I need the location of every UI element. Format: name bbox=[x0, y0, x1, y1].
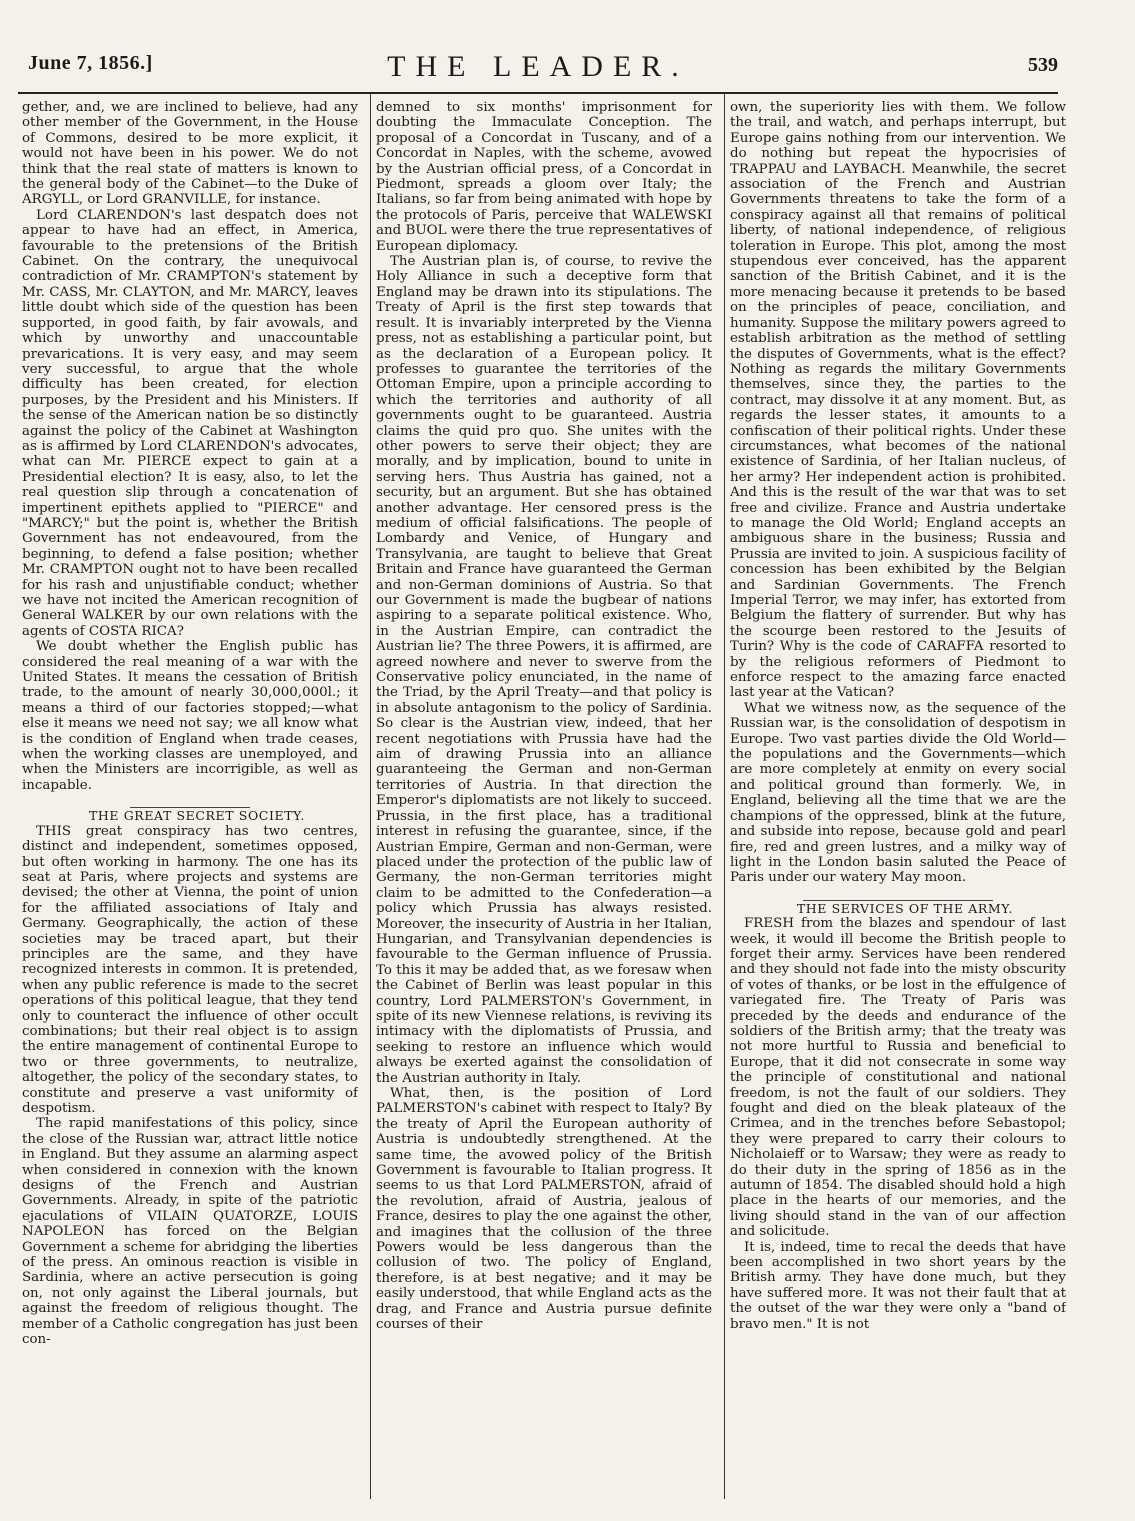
paragraph: We doubt whether the English public has considered the real meaning of a war with the United States. It means the cessation of British trade, to the amount of nearly 30,000,000l.; it means a third of our factories stopped;—what else it means we need not say; we all know what is the condition of England when trade ceases, when the working classes are unemployed, and when the Ministers are incorrigible, as well as incapable. bbox=[22, 639, 358, 793]
column-right bbox=[730, 100, 1066, 1500]
paragraph: What, then, is the position of Lord PALMERSTON's cabinet with respect to Italy? By the treaty of April the European authority of Austria is undoubtedly strengthened. At the same time, the avowed policy of the British Government is favourable to Italian progress. It seems to us that Lord PALMERSTON, afraid of the revolution, afraid of Austria, jealous of France, desires to play the one against the other, and imagines that the collusion of the three Powers would be less dangerous than the collusion of two. The policy of England, therefore, is at best negative; and it may be easily understood, that while England acts as the drag, and France and Austria pursue definite courses of their bbox=[376, 1086, 712, 1333]
issue-date: June 7, 1856.] bbox=[28, 52, 153, 74]
masthead-title: THE LEADER. bbox=[387, 50, 689, 83]
paragraph: What we witness now, as the sequence of the Russian war, is the consolidation of despotism in Europe. Two vast parties divide the Old World—the populations and the Governments—which are more completely at enmity on every social and political ground than formerly. We, in England, believing all the time that we are the champions of the oppressed, blink at the future, and subside into repose, because gold and pearl fire, red and green lustres, and a milky way of light in the London basin saluted the Peace of Paris under our watery May moon. bbox=[730, 700, 1066, 886]
paragraph: gether, and, we are inclined to believe, had any other member of the Government, in the House of Commons, desired to be more explicit, it would not have been in his power. We do not think that the real state of matters is known to the general body of the Cabinet—to the Duke of ARGYLL, or Lord GRANVILLE, for instance. bbox=[22, 100, 358, 208]
paragraph: THIS great conspiracy has two centres, distinct and independent, sometimes opposed, but often working in harmony. The one has its seat at Paris, where projects and systems are devised; the other at Vienna, the point of union for the affiliated associations of Italy and Germany. Geographically, the action of these societies may be traced apart, but their principles are the same, and they have recognized interests in common. It is pretended, when any public reference is made to the secret operations of this political league, that they tend only to counteract the influence of other occult combinations; but their real object is to assign the entire management of continental Europe to two or three governments, to neutralize, altogether, the policy of the secondary states, to constitute and preserve a vast uniformity of despotism. bbox=[22, 823, 358, 1116]
page-header bbox=[18, 52, 1058, 94]
section-heading: THE SERVICES OF THE ARMY. bbox=[796, 900, 1014, 916]
column-divider bbox=[370, 94, 371, 1499]
paragraph: The rapid manifestations of this policy, since the close of the Russian war, attract little notice in England. But they assume an alarming aspect when considered in connexion with the known designs of the French and Austrian Governments. Already, in spite of the patriotic ejaculations of VILAIN QUATORZE, LOUIS NAPOLEON has forced on the Belgian Government a scheme for abridging the liberties of the press. An ominous reaction is visible in Sardinia, where an active persecution is going on, not only against the Liberal journals, but against the freedom of religious thought. The member of a Catholic congregation has just been con- bbox=[22, 1116, 358, 1348]
column-left bbox=[22, 100, 358, 1500]
paragraph: The Austrian plan is, of course, to revive the Holy Alliance in such a deceptive form that England may be drawn into its stipulations. The Treaty of April is the first step towards that result. It is invariably interpreted by the Vienna press, not as establishing a particular point, but as the declaration of a European policy. It professes to guarantee the territories of the Ottoman Empire, upon a principle according to which the territories and authority of all governments ought to be guaranteed. Austria claims the quid pro quo. She unites with the other powers to serve their object; they are morally, and by implication, bound to unite in serving hers. Thus Austria has gained, not a security, but an argument. But she has obtained another advantage. Her censored press is the medium of official falsifications. The people of Lombardy and Venice, of Hungary and Transylvania, are taught to believe that Great Britain and France have guaranteed the German and non-German dominions of Austria. So that our Government is made the bugbear of nations aspiring to a separate political existence. Who, in the Austrian Empire, can contradict the Austrian lie? The three Powers, it is affirmed, are agreed nowhere and never to swerve from the Conservative policy enunciated, in the name of the Triad, by the April Treaty—and that policy is in absolute antagonism to the policy of Sardinia. So clear is the Austrian view, indeed, that her recent negotiations with Prussia have had the aim of drawing Prussia into an alliance guaranteeing the German and non-German territories of Austria. In that direction the Emperor's diplomatists are not likely to succeed. Prussia, in the first place, has a traditional interest in refusing the guarantee, since, if the Austrian Empire, German and non-German, were placed under the protection of the public law of Germany, the non-German territories might claim to be admitted to the Confederation—a policy which Prussia has always resisted. Moreover, the insecurity of Austria in her Italian, Hungarian, and Transylvanian dependencies is favourable to the German influence of Prussia. To this it may be added that, as we foresaw when the Cabinet of Berlin was least popular in this country, Lord PALMERSTON's Government, in spite of its new Viennese relations, is reviving its intimacy with the diplomatists of Prussia, and seeking to restore an influence which would always be exerted against the consolidation of the Austrian authority in Italy. bbox=[376, 254, 712, 1086]
column-divider bbox=[724, 94, 725, 1499]
paragraph: demned to six months' imprisonment for doubting the Immaculate Conception. The proposal of a Concordat in Tuscany, and of a Concordat in Naples, with the scheme, avowed by the Austrian official press, of a Concordat in Piedmont, spreads a gloom over Italy; the Italians, so far from being animated with hope by the protocols of Paris, perceive that WALEWSKI and BUOL were there the true representatives of European diplomacy. bbox=[376, 100, 712, 254]
page-number: 539 bbox=[1028, 54, 1058, 76]
column-middle bbox=[376, 100, 712, 1500]
paragraph: Lord CLARENDON's last despatch does not appear to have had an effect, in America, favourable to the pretensions of the British Cabinet. On the contrary, the unequivocal contradiction of Mr. CRAMPTON's statement by Mr. CASS, Mr. CLAYTON, and Mr. MARCY, leaves little doubt which side of the question has been supported, in good faith, by fair avowals, and which by unworthy and unaccountable prevarications. It is very easy, and may seem very successful, to argue that the whole difficulty has been created, for election purposes, by the President and his Ministers. If the sense of the American nation be so distinctly against the policy of the Cabinet at Washington as is affirmed by Lord CLARENDON's advocates, what can Mr. PIERCE expect to gain at a Presidential election? It is easy, also, to let the real question slip through a concatenation of impertinent epithets applied to "PIERCE" and "MARCY;" but the point is, whether the British Government has not endeavoured, from the beginning, to defend a false position; whether Mr. CRAMPTON ought not to have been recalled for his rash and unjustifiable conduct; whether we have not incited the American recognition of General WALKER by our own relations with the agents of COSTA RICA? bbox=[22, 207, 358, 639]
section-heading: THE GREAT SECRET SOCIETY. bbox=[88, 808, 305, 824]
paragraph: own, the superiority lies with them. We follow the trail, and watch, and perhaps interrupt, but Europe gains nothing from our intervention. We do nothing but repeat the hypocrisies of TRAPPAU and LAYBACH. Meanwhile, the secret association of the French and Austrian Governments threatens to take the form of a conspiracy against all that remains of political liberty, of national independence, of religious toleration in Europe. This plot, among the most stupendous ever conceived, has the apparent sanction of the British Cabinet, and it is the more menacing because it pretends to be based on the principles of peace, conciliation, and humanity. Suppose the military powers agreed to establish arbitration as the method of settling the disputes of Governments, what is the effect? Nothing as regards the military Governments themselves, since they, the parties to the contract, may dissolve it at any moment. But, as regards the lesser states, it amounts to a confiscation of their political rights. Under these circumstances, what becomes of the national existence of Sardinia, of her Italian nucleus, of her army? Her independent action is prohibited. And this is the result of the war that was to set free and civilize. France and Austria undertake to manage the Old World; England accepts an ambiguous share in the business; Russia and Prussia are invited to join. A suspicious facility of concession has been exhibited by the Belgian and Sardinian Governments. The French Imperial Terror, we may infer, has extorted from Belgium the flattery of surrender. But why has the scourge been restored to the Jesuits of Turin? Why is the code of CARAFFA resorted to by the religious reformers of Piedmont to enforce respect to the amazing farce enacted last year at the Vatican? bbox=[730, 100, 1066, 701]
paragraph: FRESH from the blazes and spendour of last week, it would ill become the British people to forget their army. Services have been rendered and they should not fade into the misty obscurity of votes of thanks, or be lost in the effulgence of variegated fire. The Treaty of Paris was preceded by the deeds and endurance of the soldiers of the British army; that the treaty was not more hurtful to Russia and beneficial to Europe, that it did not consecrate in some way the principle of constitutional and national freedom, is not the fault of our soldiers. They fought and died on the bleak plateaux of the Crimea, and in the trenches before Sebastopol; they were prepared to carry their colours to Nicholaieff or to Warsaw; they were as ready to do their duty in the spring of 1856 as in the autumn of 1854. The disabled should hold a high place in the hearts of our memories, and the living should stand in the van of our affection and solicitude. bbox=[730, 916, 1066, 1240]
paragraph: It is, indeed, time to recal the deeds that have been accomplished in two short years by the British army. They have done much, but they have suffered more. It was not their fault that at the outset of the war they were only a "band of bravo men." It is not bbox=[730, 1239, 1066, 1332]
article-columns bbox=[16, 94, 1064, 1504]
